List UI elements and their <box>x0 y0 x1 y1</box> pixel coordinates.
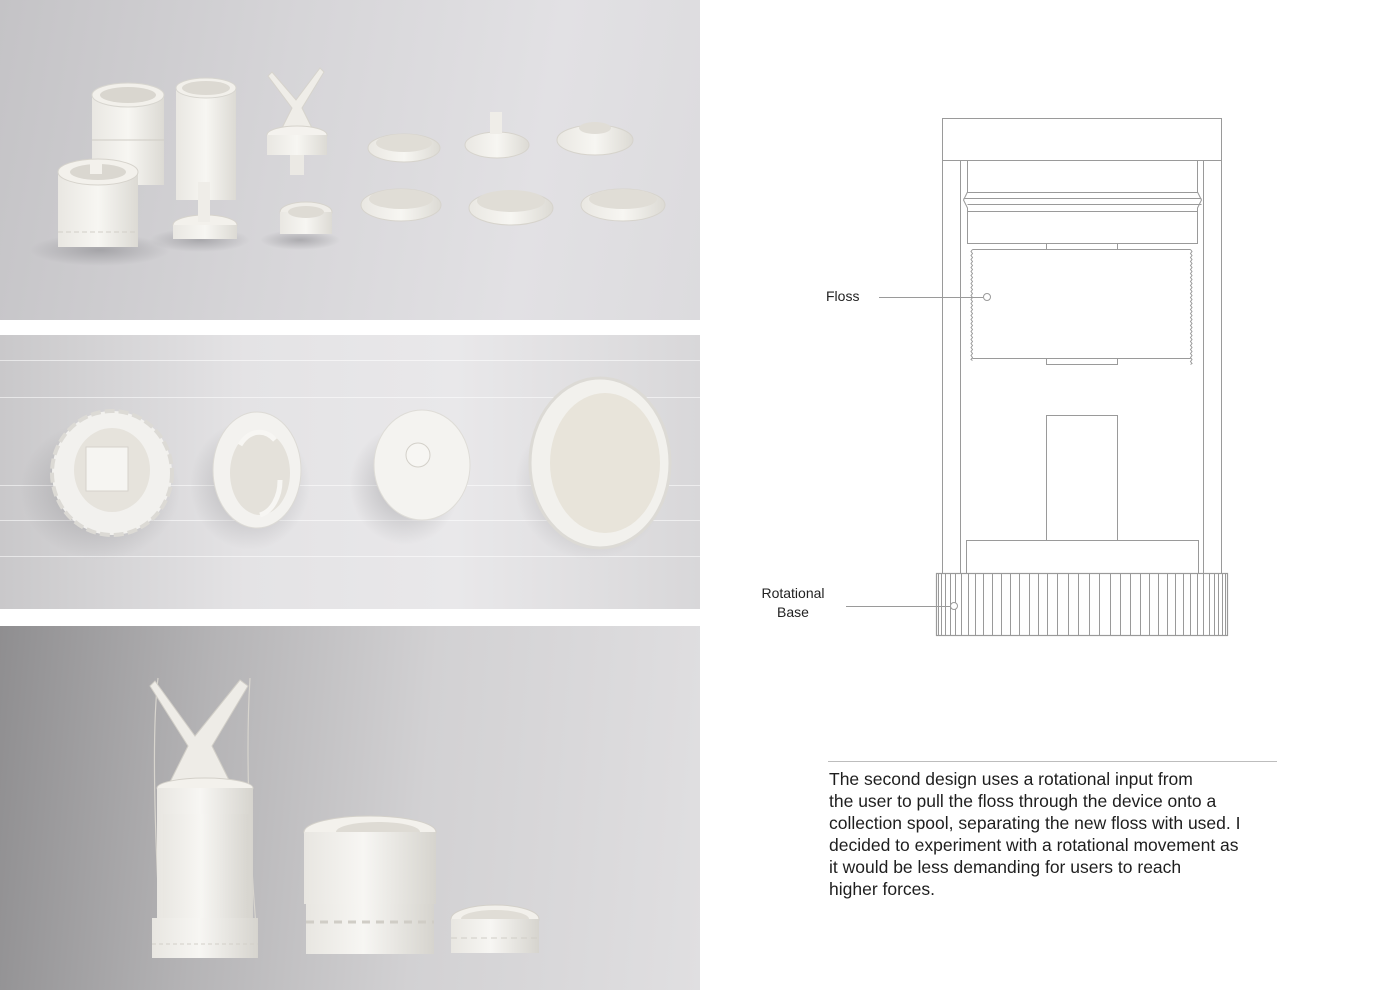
description-line: collection spool, separating the new floss with used. I <box>829 813 1241 833</box>
base-plate <box>967 541 1199 574</box>
description-line: higher forces. <box>829 879 936 899</box>
photo-assembled-prototype <box>0 626 700 990</box>
top-view-illustration <box>0 335 700 609</box>
description-line: The second design uses a rotational input from <box>829 769 1193 789</box>
description-paragraph <box>829 768 1279 900</box>
center-post <box>1047 416 1118 541</box>
callout-label-floss: Floss <box>826 288 860 304</box>
floss-spool-right-edge <box>1191 250 1193 365</box>
top-cap <box>943 119 1222 161</box>
upper-spool <box>964 160 1202 244</box>
callout-label-base-line1: Rotational <box>761 585 825 601</box>
floss-spool-left-edge <box>971 250 973 361</box>
callout-label-base-line2: Base <box>777 604 809 620</box>
description-line: it would be less demanding for users to reach <box>829 857 1182 877</box>
photo-top-view-parts <box>0 335 700 609</box>
assembled-illustration <box>0 626 700 990</box>
description-line: decided to experiment with a rotational movement as <box>829 835 1239 855</box>
callout-label-rotational-base <box>748 584 838 622</box>
floss-marker-icon <box>984 294 991 301</box>
description-line: the user to pull the floss through the device onto a <box>829 791 1217 811</box>
knurl-lines <box>939 573 1226 636</box>
section-divider <box>828 761 1277 762</box>
base-marker-icon <box>951 603 958 610</box>
photo-disassembled-parts <box>0 0 700 320</box>
rotational-base-knurl <box>937 574 1228 636</box>
parts-illustration <box>0 0 700 320</box>
